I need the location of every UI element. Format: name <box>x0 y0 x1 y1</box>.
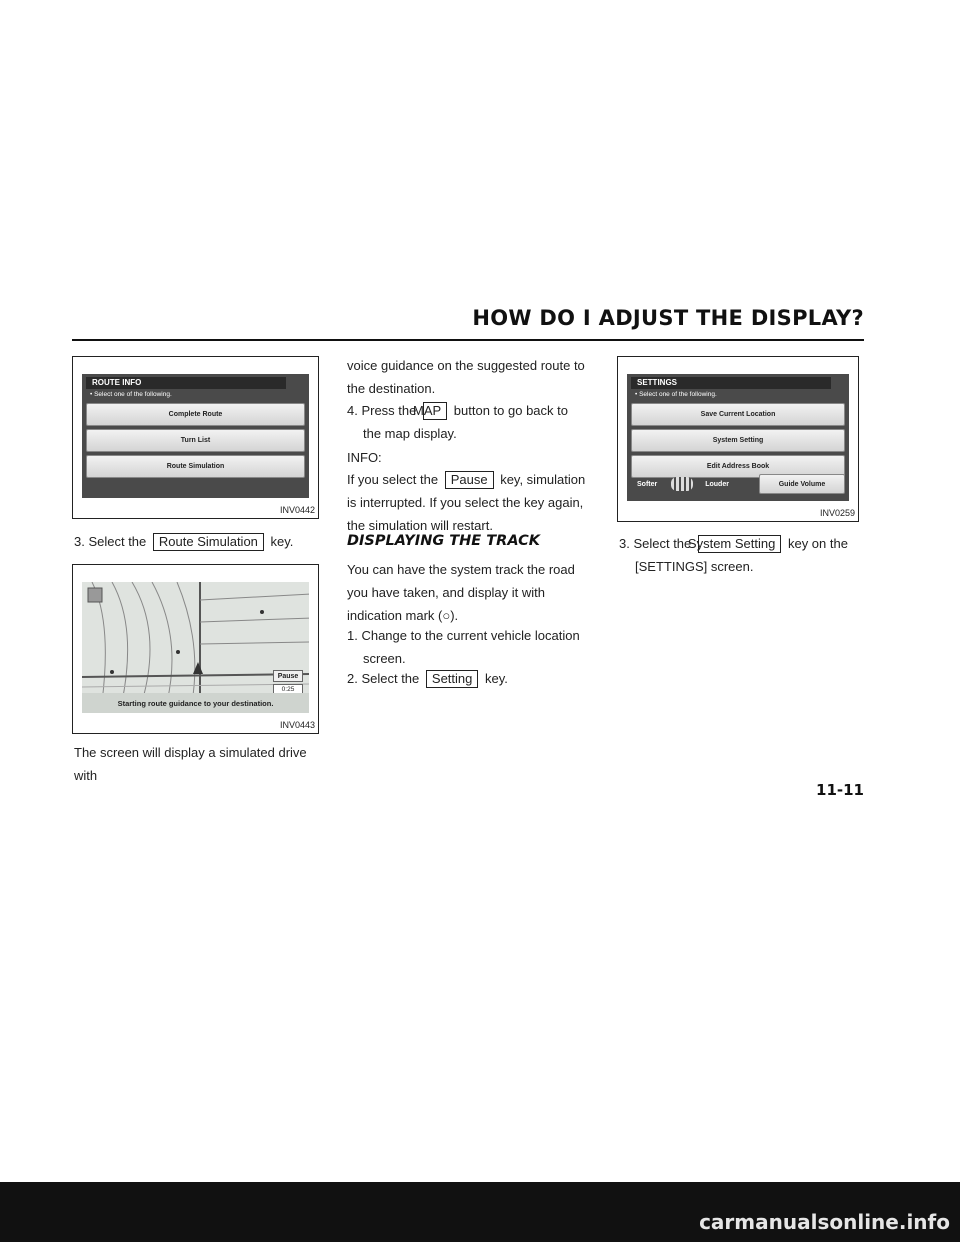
figure-code: INV0259 <box>819 508 855 518</box>
time-readout: 0:25 <box>273 684 303 694</box>
guide-volume-bar <box>627 473 849 495</box>
page-header-title: HOW DO I ADJUST THE DISPLAY? <box>472 306 864 330</box>
guide-volume-button: Guide Volume <box>759 474 845 494</box>
volume-level-icon <box>671 477 693 491</box>
pause-key: Pause <box>445 471 494 489</box>
col2-track-text: You can have the system track the road you have taken, and display it with indication mark (○). <box>347 562 575 623</box>
col2-step4-pre: 4. Press the <box>347 403 417 418</box>
system-setting-key: System Setting <box>698 535 781 553</box>
turn-list-button: Turn List <box>86 429 305 452</box>
route-simulation-button: Route Simulation <box>86 455 305 478</box>
settings-screen <box>627 374 849 501</box>
route-info-screen-subtitle: • Select one of the following. <box>90 391 172 398</box>
figure-settings <box>617 356 859 522</box>
col2-step4 <box>347 399 587 445</box>
col1-step3 <box>74 530 322 553</box>
pause-key-screen: Pause <box>273 670 303 682</box>
softer-label: Softer <box>637 480 658 488</box>
header-rule <box>72 339 864 341</box>
col2-info-text <box>347 468 587 537</box>
col3-step3-line <box>619 532 859 578</box>
col2-step2-post: key. <box>485 671 508 686</box>
col2-step4-post: button to go back to the map display. <box>363 403 568 441</box>
col3-step3-post: key on the [SETTINGS] screen. <box>635 536 848 574</box>
col2-info-label: INFO: <box>347 450 382 465</box>
section-title-displaying-track: DISPLAYING THE TRACK <box>347 533 540 549</box>
footer-watermark: carmanualsonline.info <box>699 1210 950 1234</box>
setting-key: Setting <box>426 670 478 688</box>
col2-step4-line <box>347 399 587 445</box>
col1-step3-post: key. <box>270 534 294 549</box>
col1-step3-pre: 3. Select the <box>74 534 147 549</box>
col2-step1 <box>347 624 587 670</box>
settings-screen-subtitle: • Select one of the following. <box>635 391 717 398</box>
col2-info-pre: If you select the <box>347 472 439 487</box>
save-current-location-button: Save Current Location <box>631 403 845 426</box>
complete-route-button: Complete Route <box>86 403 305 426</box>
system-setting-button: System Setting <box>631 429 845 452</box>
route-info-screen <box>82 374 309 498</box>
louder-label: Louder <box>705 480 729 488</box>
route-info-screen-title: ROUTE INFO <box>86 377 286 389</box>
col2-step2-pre: 2. Select the <box>347 671 420 686</box>
edit-address-book-button: Edit Address Book <box>631 455 845 478</box>
col3-step3-pre: 3. Select the <box>619 536 692 551</box>
map-key: MAP <box>423 402 447 420</box>
route-simulation-key: Route Simulation <box>153 533 264 551</box>
map-guidance-message: Starting route guidance to your destination. <box>82 693 309 713</box>
col2-continued-text: voice guidance on the suggested route to the destination. <box>347 358 585 396</box>
col1-sim-text: The screen will display a simulated drive with <box>74 745 307 783</box>
col3-step3 <box>619 532 859 578</box>
figure-code: INV0442 <box>279 505 315 515</box>
col2-step2 <box>347 667 587 690</box>
figure-route-info <box>72 356 319 519</box>
figure-code: INV0443 <box>279 720 315 730</box>
settings-screen-title: SETTINGS <box>631 377 831 389</box>
col2-step1-line: 1. Change to the current vehicle location screen. <box>347 628 580 666</box>
map-screen <box>82 582 309 713</box>
figure-map-simulation <box>72 564 319 734</box>
page-number: 11-11 <box>816 781 864 799</box>
footer-band <box>0 1182 960 1242</box>
col2-info-post: key, simulation is interrupted. If you select the key again, the simulation will restart. <box>347 472 586 533</box>
